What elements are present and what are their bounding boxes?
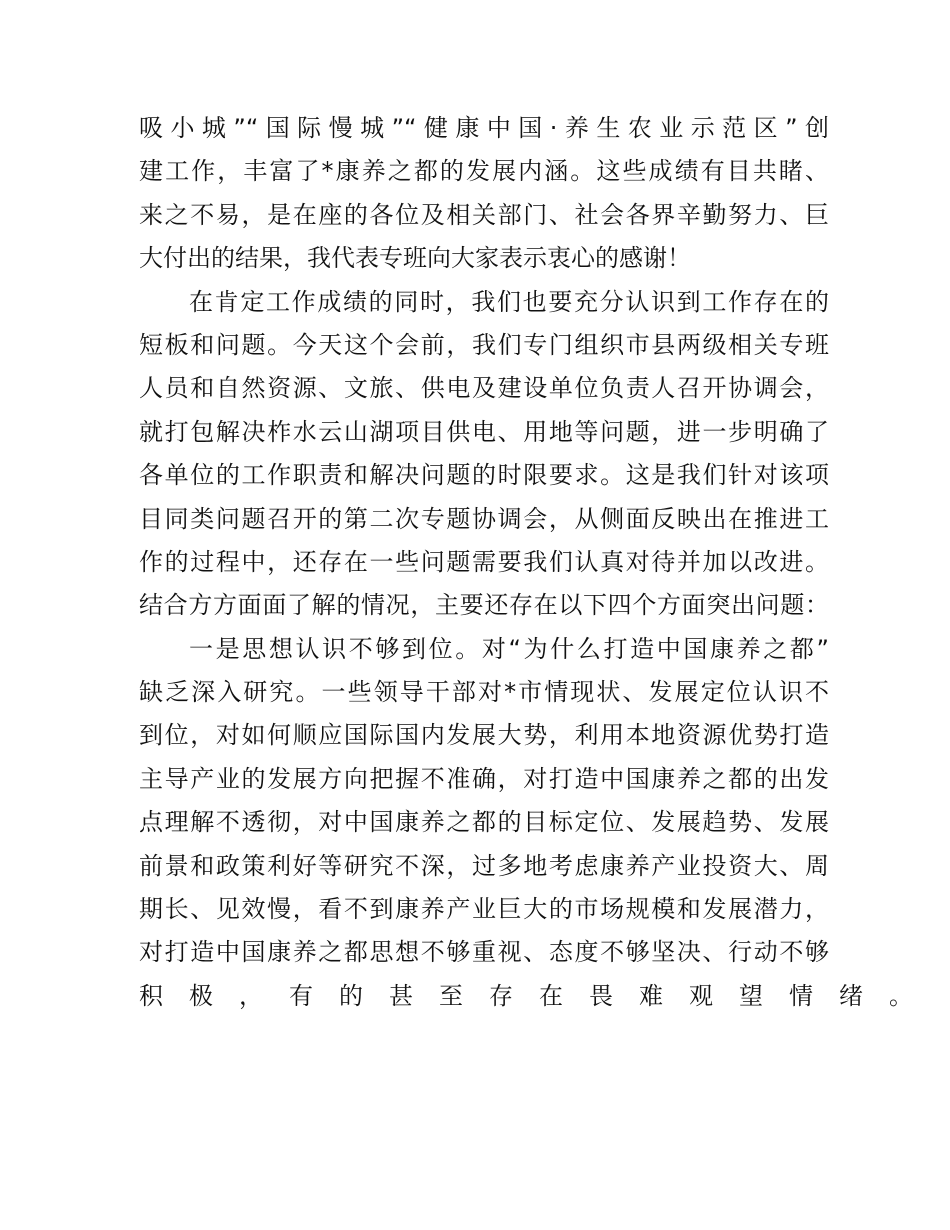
text-line: 作的过程中，还存在一些问题需要我们认真对待并加以改进。 bbox=[139, 547, 829, 576]
text-line: 在肯定工作成绩的同时，我们也要充分认识到工作存在的 bbox=[189, 287, 829, 316]
paragraph-1 bbox=[139, 107, 829, 281]
text-line: 就打包解决柞水云山湖项目供电、用地等问题，进一步明确了 bbox=[139, 417, 829, 446]
text-line: 目同类问题召开的第二次专题协调会，从侧面反映出在推进工 bbox=[139, 504, 829, 533]
text-line: 来之不易，是在座的各位及相关部门、社会各界辛勤努力、巨 bbox=[139, 200, 829, 229]
text-line: 人员和自然资源、文旅、供电及建设单位负责人召开协调会， bbox=[139, 374, 829, 403]
text-line: 吸小城”“国际慢城”“健康中国·养生农业示范区”创 bbox=[139, 114, 829, 142]
paragraph-2 bbox=[139, 281, 829, 628]
paragraph-3 bbox=[139, 628, 939, 1019]
text-line: 各单位的工作职责和解决问题的时限要求。这是我们针对该项 bbox=[139, 461, 829, 490]
text-line: 主导产业的发展方向把握不准确，对打造中国康养之都的出发 bbox=[139, 764, 829, 793]
text-line: 期长、见效慢，看不到康养产业巨大的市场规模和发展潜力， bbox=[139, 895, 829, 924]
text-line: 大付出的结果，我代表专班向大家表示衷心的感谢！ bbox=[139, 244, 691, 273]
text-line: 积极，有的甚至存在畏难观望情绪。 bbox=[139, 981, 939, 1010]
text-line: 一是思想认识不够到位。对“为什么打造中国康养之都” bbox=[189, 634, 829, 663]
body-text bbox=[139, 107, 939, 1018]
text-line: 建工作，丰富了*康养之都的发展内涵。这些成绩有目共睹、 bbox=[139, 157, 829, 186]
text-line: 短板和问题。今天这个会前，我们专门组织市县两级相关专班 bbox=[139, 330, 829, 359]
text-line: 缺乏深入研究。一些领导干部对*市情现状、发展定位认识不 bbox=[139, 678, 829, 707]
text-line: 点理解不透彻，对中国康养之都的目标定位、发展趋势、发展 bbox=[139, 808, 829, 837]
text-line: 结合方方面面了解的情况，主要还存在以下四个方面突出问题： bbox=[139, 591, 829, 620]
text-line: 前景和政策利好等研究不深，过多地考虑康养产业投资大、周 bbox=[139, 851, 829, 880]
text-line: 到位，对如何顺应国际国内发展大势，利用本地资源优势打造 bbox=[139, 721, 829, 750]
text-line: 对打造中国康养之都思想不够重视、态度不够坚决、行动不够 bbox=[139, 938, 829, 967]
